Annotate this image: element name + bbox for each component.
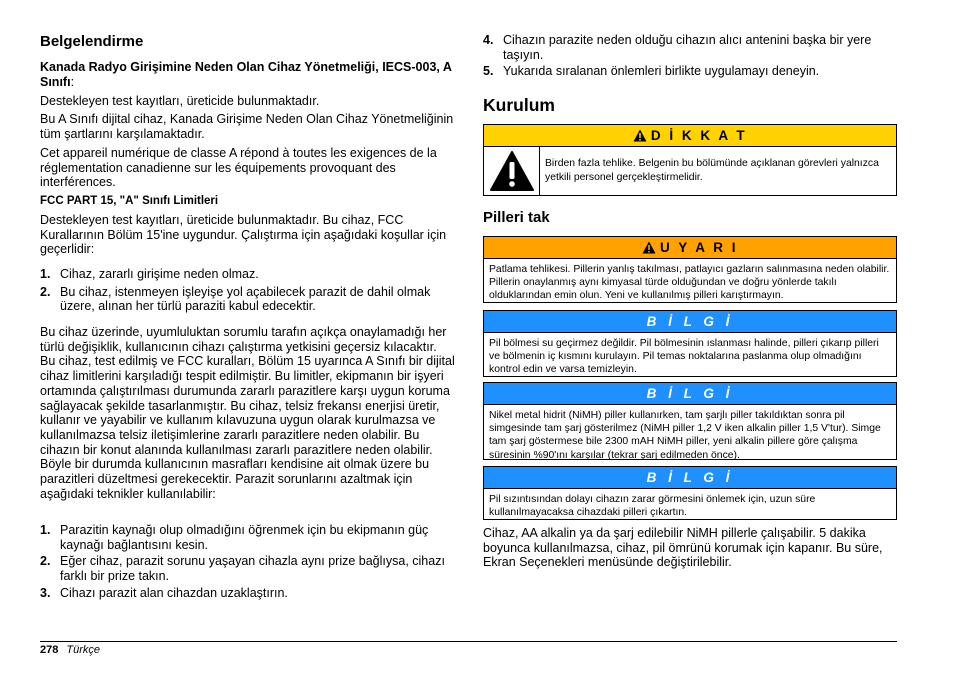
canada-heading: Kanada Radyo Girişimine Neden Olan Cihaz Yönetmeliği, IECS-003, A Sınıfı:: [40, 60, 452, 89]
interference-techniques-list-continued: [483, 33, 897, 79]
list-item: 5. Yukarıda sıralanan önlemleri birlikte uygulamayı deneyin.: [483, 64, 820, 79]
footer-language: Türkçe: [66, 644, 100, 656]
warning-triangle-icon: [642, 241, 656, 254]
bilgi-text: Pil bölmesi su geçirmez değildir. Pil bölmesinin ıslanması halinde, pilleri çıkarıp pilleri ve bölmenin iç kısmını kurulayın. Pil temas noktalarına paslanma olup olmadığını kontrol edin ve varsa temizleyin.: [489, 338, 879, 376]
uyari-text: Patlama tehlikesi. Pillerin yanlış takılması, patlayıcı gazların salınmasına neden olabilir. Pillerin onaylanmış aynı kimyasal türde olduğundan ve doğru yönlerde takılı olduklarından emin olun. Yeni ve kullanılmış pilleri karıştırmayın.: [489, 264, 890, 302]
warning-triangle-icon: [633, 129, 647, 142]
section-title-belgelendirme: Belgelendirme: [40, 33, 144, 50]
list-item: 3. Cihazı parazit alan cihazdan uzaklaştırın.: [40, 585, 288, 600]
exclamation-icon-cell: [484, 146, 540, 195]
page-footer: [40, 644, 100, 656]
dikkat-box: [483, 124, 897, 196]
uyari-header: U Y A R I: [484, 237, 896, 259]
paragraph-french: Cet appareil numérique de classe A répond à toutes les exigences de la réglementation canadienne sur les équipements provoquant des interférences.: [40, 146, 437, 190]
paragraph-fcc: Destekleyen test kayıtları, üreticide bulunmaktadır. Bu cihaz, FCC Kurallarının Bölüm 15'ine uygundur. Çalıştırma için aşağıdaki koşullar için geçerlidir:: [40, 213, 447, 257]
footer-divider: [40, 641, 897, 642]
dikkat-text: Birden fazla tehlike. Belgenin bu bölümünde açıklanan görevleri yalnızca yetkili personel gerçekleştirmelidir.: [545, 158, 879, 183]
exclamation-triangle-icon: [489, 150, 535, 192]
fcc-heading: FCC PART 15, "A" Sınıfı Limitleri: [40, 195, 219, 207]
uyari-box: [483, 236, 897, 303]
bilgi-box-1: [483, 310, 897, 377]
page-number: 278: [40, 644, 59, 656]
bilgi-header: B İ L G İ: [484, 467, 896, 489]
bilgi-box-2: [483, 382, 897, 460]
paragraph-test-records: Destekleyen test kayıtları, üreticide bulunmaktadır.: [40, 94, 320, 108]
list-item: 2. Bu cihaz, istenmeyen işleyişe yol açabilecek parazit de dahil olmak üzere, alınan her türlü paraziti kabul edecektir.: [40, 284, 431, 314]
bilgi-text: Pil sızıntısından dolayı cihazın zarar görmesini önlemek için, uzun süre kullanılmayacaksa cihazdaki pilleri çıkartın.: [489, 494, 816, 519]
paragraph-class-a: Bu A Sınıfı dijital cihaz, Kanada Girişime Neden Olan Cihaz Yönetmeliğinin tüm şartlarını karşılamaktadır.: [40, 112, 454, 141]
dikkat-header: D İ K K A T: [484, 125, 896, 147]
fcc-conditions-list: [40, 267, 455, 314]
interference-techniques-list: [40, 523, 455, 601]
paragraph-battery-info: Cihaz, AA alkalin ya da şarj edilebilir NiMH pillerle çalışabilir. 5 dakika boyunca kullanılmazsa, cihaz, pil ömrünü korumak için kapanır. Bu süre, Ekran Seçenekleri menüsünde değiştirilebilir.: [483, 526, 883, 570]
paragraph-compliance: Bu cihaz üzerinde, uyumluluktan sorumlu tarafın açıkça onaylamadığı her türlü değişiklik, kullanıcının cihazı çalıştırma yetkisini geçersiz kılacaktır. Bu cihaz, test edilmiş ve FCC kuralları, Bölüm 15 uyarınca A Sınıfı bir dijital cihaz limitlerini karşıladığı tespit edilmiştir. Bu limitler, ekipmanın bir işyeri ortamında çalıştırılması durumunda zararlı parazitlere karşı uygun koruma sağlayacak şekilde tasarlanmıştır. Bu cihaz, telsiz frekansı enerjisi üretir, kullanır ve yayabilir ve kullanım kılavuzuna uygun olarak kurulmazsa ve kullanılmazsa telsiz iletişimlerine zararlı parazitlere neden olabilir. Bu cihazın bir konut alanında kullanılması zararlı parazitlere neden olabilir. Böyle bir durumda kullanıcının masrafları kendisine ait olmak üzere bu parazitleri düzeltmesi gerekecektir. Parazit sorunlarını azaltmak için aşağıdaki teknikler kullanılabilir:: [40, 325, 455, 501]
list-item: 4. Cihazın parazite neden olduğu cihazın alıcı antenini başka bir yere taşıyın.: [483, 33, 872, 62]
list-item: 2. Eğer cihaz, parazit sorunu yaşayan cihazla aynı prize bağlıysa, cihazı farklı bir prize takın.: [40, 554, 445, 584]
section-title-kurulum: Kurulum: [483, 95, 555, 115]
bilgi-text: Nikel metal hidrit (NiMH) piller kullanırken, tam şarjlı piller takıldıktan sonra pil simgesinde tam şarj gösterilmez (NiMH piller 1,2 V iken alkalin piller 1,5 V'tur). Simge tam şarj göstermese bile 2300 mAH NiMH piller, yeni alkalin pillere göre çalışma süresinin %90'ını karşılar (tekrar şarj edilmeden önce).: [489, 410, 881, 461]
section-title-pilleri-tak: Pilleri tak: [483, 209, 550, 226]
list-item: 1. Cihaz, zararlı girişime neden olmaz.: [40, 267, 259, 281]
bilgi-header: B İ L G İ: [484, 383, 896, 405]
list-item: 1. Parazitin kaynağı olup olmadığını öğrenmek için bu ekipmanın güç kaynağı bağlantısını kesin.: [40, 523, 429, 552]
bilgi-header: B İ L G İ: [484, 311, 896, 333]
bilgi-box-3: [483, 466, 897, 520]
